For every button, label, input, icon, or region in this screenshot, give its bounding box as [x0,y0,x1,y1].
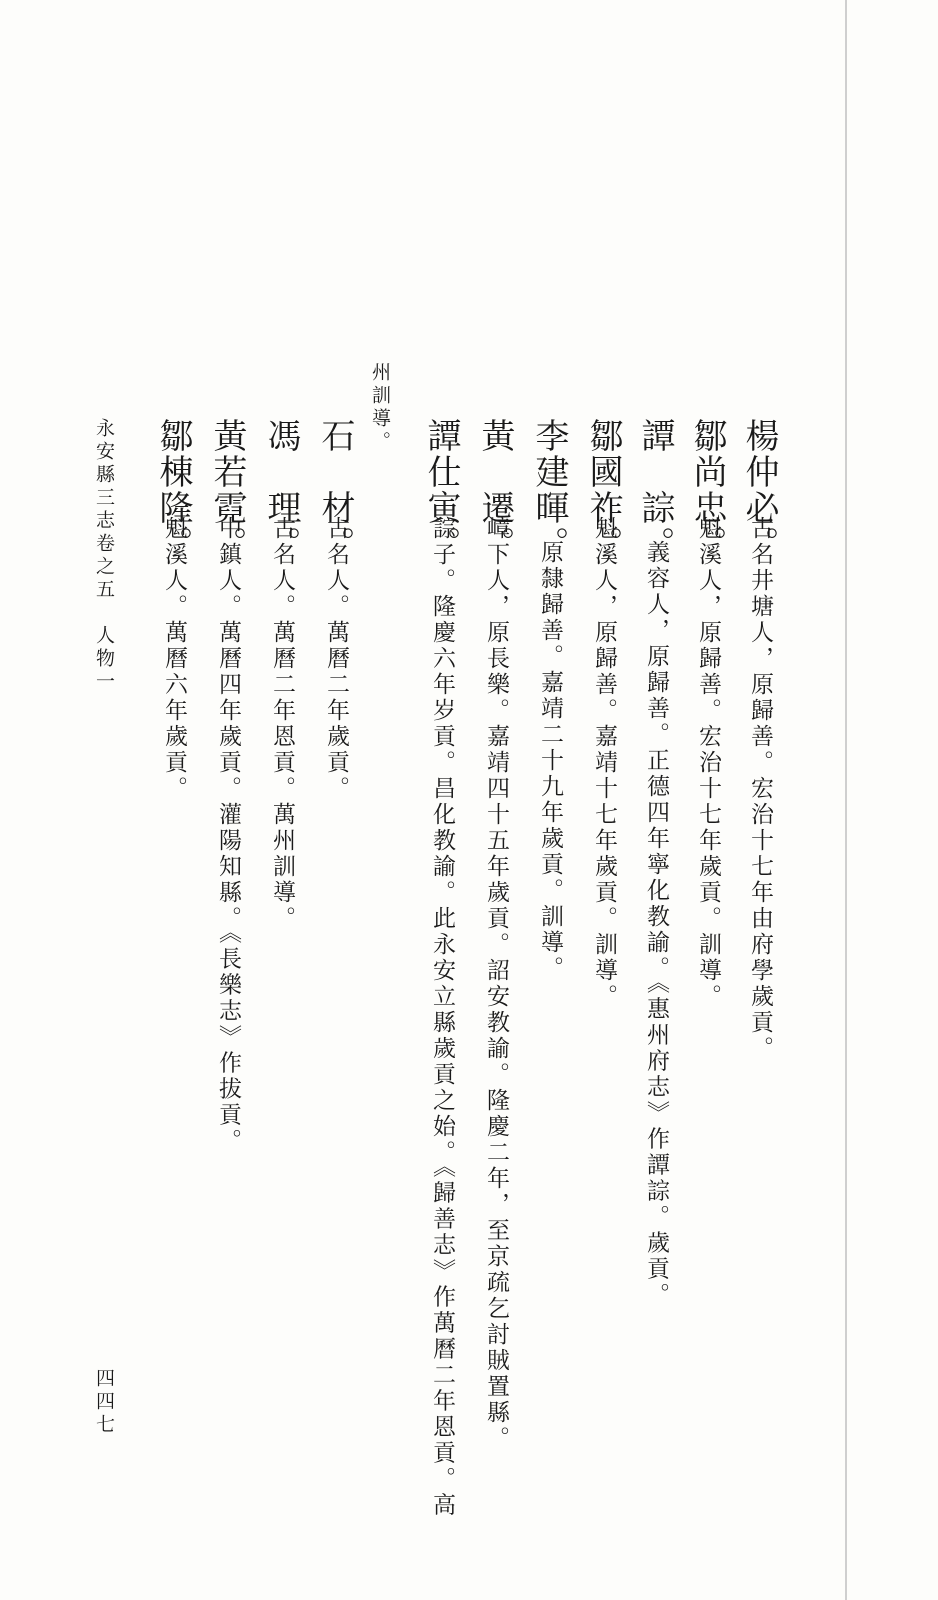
entry-text-9: 古名人。萬曆二年恩貢。萬州訓導。 [269,516,295,932]
entry-name-8: 石 材。 [315,418,355,562]
entry-text-8: 古名人。萬曆二年歲貢。 [323,516,349,802]
entry-name-2: 鄒尚忠。 [687,418,727,562]
book-title: 永安縣三志卷之五 人物一 [93,418,115,694]
entry-name-10: 黃若霓。 [207,418,247,562]
entry-name-5: 李建暉。 [529,418,569,562]
entry-text-6: 嶂下人，原長樂。嘉靖四十五年歲貢。詔安教諭。隆慶二年，至京疏乞討賊置縣。 [483,516,509,1452]
entry-text-2: 魁溪人，原歸善。宏治十七年歲貢。訓導。 [695,516,721,1010]
page-number: 四四七 [93,1368,115,1437]
entry-text-7: 誴子。隆慶六年岁貢。昌化教諭。此永安立縣歲貢之始。《歸善志》作萬曆二年恩貢。高 [429,516,455,1519]
entry-text-4: 魁溪人，原歸善。嘉靖十七年歲貢。訓導。 [591,516,617,1010]
entry-name-11: 鄒棟隆。 [153,418,193,562]
entry-name-9: 馮 理。 [261,418,301,562]
entry-text-11: 魁溪人。萬曆六年歲貢。 [161,516,187,802]
entry-text-3: 義容人，原歸善。正德四年寧化教諭。《惠州府志》作譚誴。歲貢。 [643,540,669,1309]
entry-text-10: 中鎮人。萬曆四年歲貢。灌陽知縣。《長樂志》作拔貢。 [215,516,241,1155]
entry-text-1: 古名井塘人，原歸善。宏治十七年由府學歲貢。 [747,516,773,1062]
entry-name-1: 楊仲必。 [739,418,779,562]
entry-name-7: 譚仕寅。 [421,418,461,562]
entry-name-4: 鄒國祚。 [583,418,623,562]
continuation-text: 州訓導。 [369,362,391,454]
entry-name-3: 譚 誴。 [635,418,675,562]
entry-text-5: 原隸歸善。嘉靖二十九年歲貢。訓導。 [537,540,563,982]
entry-name-6: 黃 遷。 [475,418,515,562]
page-edge-line [845,0,847,1600]
